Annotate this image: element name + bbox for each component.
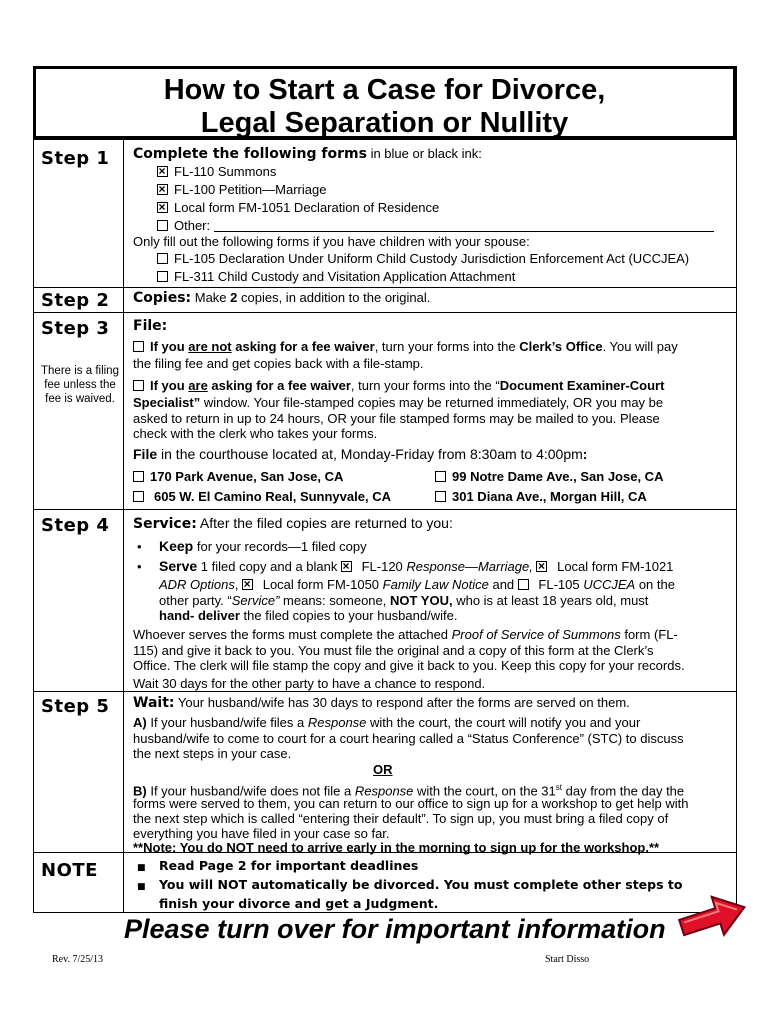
text: day from the day the [562,783,685,799]
form-item [157,164,276,180]
step2-label: Step 2 [41,290,110,311]
red-arrow-icon [676,889,752,945]
column-divider [123,140,124,913]
location-label: 170 Park Avenue, San Jose, CA [150,469,344,484]
location-label: 605 W. El Camino Real, Sunnyvale, CA [154,489,391,504]
other-form-item [157,218,714,234]
text: Local form FM-1021 [553,559,674,574]
fee-side-note: There is a filing fee unless the fee is waived. [41,365,119,405]
text: , [234,577,243,592]
text: Read Page 2 for important deadlines [159,858,419,873]
step5-heading-line [133,695,630,711]
children-form-label: FL-105 Declaration Under Uniform Child Custody Jurisdiction Enforcement Act (UCCJEA) [174,251,690,266]
text: asking for a fee waiver [207,378,351,393]
text: UCCJEA [583,577,636,592]
checkbox-icon[interactable] [133,341,144,352]
text: asking for a fee waiver [231,339,375,354]
location-item [435,469,663,485]
step1-label: Step 1 [41,148,110,169]
copies-count: 2 [230,290,238,305]
serve-bullet-line3 [159,593,648,609]
note-item-line2: finish your divorce and get a Judgment. [159,896,439,911]
text: Family Law Notice [382,577,489,592]
document-id: Start Disso [545,954,590,965]
text: Response [307,715,367,730]
note-item [137,858,418,876]
checked-box-icon[interactable] [157,184,168,195]
serve-bullet-line1 [137,558,673,575]
checked-box-icon[interactable] [341,561,352,572]
step2-text: copies, in addition to the original. [237,290,431,305]
text: FL-120 [357,559,407,574]
step5-label: Step 5 [41,696,110,717]
step2-text: Make [191,290,231,305]
checkbox-icon[interactable] [133,491,144,502]
step2-line [133,290,430,306]
text: Keep [159,538,194,554]
step5-a-line3: the next steps in your case. [133,746,292,761]
title-line-1: How to Start a Case for Divorce, [163,74,606,106]
step5-b-line4: everything you have filed in your case so far. [133,826,390,841]
waiver-line3: asked to return in up to 24 hours, OR your file stamped forms may be mailed to you. Please [133,411,660,426]
checkbox-icon[interactable] [157,271,168,282]
note-label: NOTE [41,860,98,881]
text: If you [150,378,189,393]
text: You will NOT automatically be divorced. You must complete other steps to [159,877,683,892]
text: the filed copies to your husband/wife. [239,608,458,623]
bullet-icon: • [137,559,142,574]
text: : [582,446,588,462]
text: Document Examiner-Court [499,378,665,393]
text: are [188,378,208,393]
form-item-label: Local form FM-1051 Declaration of Residence [174,200,440,215]
step2-heading: Copies: [133,290,192,306]
text: form (FL- [620,627,678,642]
text: After the filed copies are returned to you: [196,515,453,531]
waiver-line1 [133,378,664,394]
text: who is at least 18 years old, must [452,593,649,608]
checkbox-icon[interactable] [435,491,446,502]
text: Response [354,783,414,799]
text: with the court, the court will notify you and your [366,715,641,730]
workshop-note: **Note: You do NOT need to arrive early in the morning to sign up for the workshop.** [133,840,660,855]
row-divider [33,509,737,510]
text: other party. “ [159,593,232,608]
form-item [157,200,439,216]
location-label: 301 Diana Ave., Morgan Hill, CA [452,489,647,504]
location-item [133,469,343,485]
text: Whoever serves the forms must complete the attached [133,627,452,642]
bullet-icon: • [137,539,142,554]
text: in the courthouse located at, Monday-Friday from 8:30am to 4:00pm [157,446,583,462]
courthouse-line [133,446,587,462]
location-item [133,489,391,505]
row-divider [33,287,737,288]
text: 1 filed copy and a blank [197,559,341,574]
whoever-line1 [133,627,678,643]
text: Response—Marriage, [406,559,533,574]
form-item-label: FL-100 Petition—Marriage [174,182,327,197]
other-label: Other: [174,218,214,233]
text: If your husband/wife files a [146,715,308,730]
waiver-line2 [133,395,663,411]
children-form-item [157,269,515,285]
wait-30-line: Wait 30 days for the other party to have a chance to respond. [133,676,486,691]
step5-a-line1 [133,715,640,731]
text: , turn your forms into the [374,339,520,354]
step4-heading: Service: [133,516,197,532]
text: Clerk’s Office [519,339,603,354]
step1-heading-suffix: in blue or black ink: [366,146,482,161]
whoever-line2: 115) and give it back to you. You must file the original and a copy of this form at the Clerk’s [133,643,654,658]
step5-b-line3: the next step which is called “entering their default”. To sign up, you must bring a filed copy of [133,811,669,826]
text: Serve [159,558,198,574]
text: st [555,783,563,792]
text: B) [133,783,147,799]
turn-over-text: Please turn over for important information [124,914,666,944]
text: . You will pay [602,339,678,354]
no-waiver-line1 [133,339,678,355]
revision-date: Rev. 7/25/13 [52,954,104,965]
keep-bullet [137,538,367,555]
children-form-item [157,251,689,267]
children-form-label: FL-311 Child Custody and Visitation Application Attachment [174,269,516,284]
text: on the [635,577,675,592]
bullet-icon: ■ [137,863,146,873]
step4-heading-line [133,515,453,532]
text: for your records—1 filed copy [193,539,367,554]
or-separator: OR [373,762,393,777]
text: A) [133,715,147,730]
checkbox-icon[interactable] [518,579,529,590]
note-item [137,877,682,895]
text: If you [150,339,189,354]
form-item-label: FL-110 Summons [174,164,277,179]
text: and [488,577,518,592]
text: with the court, on the 31 [413,783,556,799]
text: If your husband/wife does not file a [146,783,355,799]
serve-bullet-line4 [159,608,457,624]
step3-label: Step 3 [41,318,110,339]
location-item [435,489,647,505]
bullet-icon: ■ [137,882,146,892]
text: means: someone, [279,593,390,608]
step3-heading [133,318,167,334]
checkbox-icon[interactable] [435,471,446,482]
text: NOT YOU, [389,593,453,608]
title-line-2: Legal Separation or Nullity [200,107,569,139]
other-fill-line[interactable] [214,219,714,232]
location-label: 99 Notre Dame Ave., San Jose, CA [452,469,664,484]
checkbox-icon[interactable] [157,253,168,264]
checked-box-icon[interactable] [157,202,168,213]
text: Local form FM-1050 [259,577,383,592]
text: window. Your file-stamped copies may be returned immediately, OR you may be [200,395,664,410]
row-divider [33,312,737,313]
checked-box-icon[interactable] [536,561,547,572]
no-waiver-line2: the filing fee and get copies back with a file-stamp. [133,356,424,371]
serve-bullet-line2 [159,577,675,593]
text: Service” [231,593,280,608]
text: Proof of Service of Summons [451,627,621,642]
step5-a-line2: husband/wife to come to court for a court hearing called a “Status Conference” (STC) to discuss [133,731,684,746]
text: hand- deliver [159,608,240,623]
form-item [157,182,326,198]
children-note: Only fill out the following forms if you have children with your spouse: [133,234,530,249]
text: Specialist” [133,395,201,410]
text: Your husband/wife has 30 days to respond after the forms are served on them. [174,695,630,710]
step3-heading-text: File: [133,318,168,334]
checkbox-icon[interactable] [157,220,168,231]
title-box [33,66,737,140]
text: , turn your forms into the “ [350,378,500,393]
text: are not [188,339,232,354]
waiver-line4: check with the clerk who takes your forms. [133,426,378,441]
step4-label: Step 4 [41,515,110,536]
step1-heading: Complete the following forms [133,146,367,162]
whoever-line3: Office. The clerk will file stamp the copy and give it back to you. Keep this copy for your records. [133,658,685,673]
step5-heading: Wait: [133,695,175,711]
text: ADR Options [159,577,235,592]
step5-b-line2: forms were served to them, you can return to our office to sign up for a workshop to get help with [133,796,689,811]
checkbox-icon[interactable] [133,471,144,482]
checkbox-icon[interactable] [133,380,144,391]
checked-box-icon[interactable] [157,166,168,177]
text: FL-105 [534,577,584,592]
step1-heading-line [133,146,482,162]
text: File [133,446,158,462]
checked-box-icon[interactable] [242,579,253,590]
